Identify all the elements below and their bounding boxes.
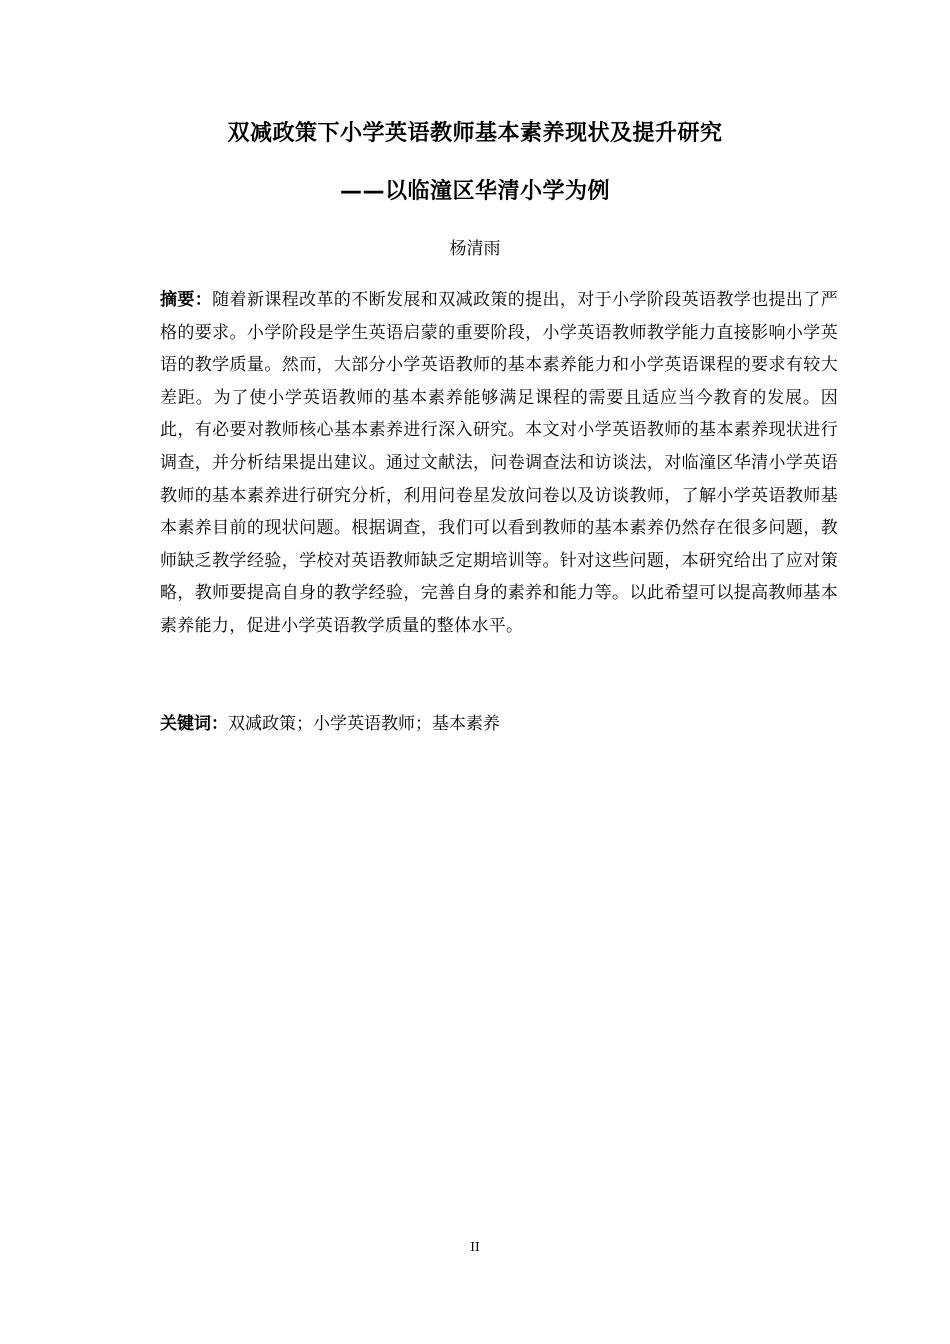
paper-subtitle: ——以临潼区华清小学为例: [339, 179, 610, 204]
abstract-paragraph: [160, 284, 838, 643]
author-name: 杨清雨: [449, 239, 501, 259]
keywords-label: 关键词：: [160, 714, 228, 734]
keywords-line: [160, 708, 838, 740]
paper-title: 双减政策下小学英语教师基本素养现状及提升研究: [227, 121, 723, 146]
keywords-text: 双减政策；小学英语教师；基本素养: [228, 714, 500, 734]
abstract-text: 随着新课程改革的不断发展和双减政策的提出，对于小学阶段英语教学也提出了严格的要求。小学阶段是学生英语启蒙的重要阶段，小学英语教师教学能力直接影响小学英语的教学质量。然而，大部分小学英语教师的基本素养能力和小学英语课程的要求有较大差距。为了使小学英语教师的基本素养能够满足课程的需要且适应当今教育的发展。因此，有必要对教师核心基本素养进行深入研究。本文对小学英语教师的基本素养现状进行调查，并分析结果提出建议。通过文献法，问卷调查法和访谈法，对临潼区华清小学英语教师的基本素养进行研究分析，利用问卷星发放问卷以及访谈教师，了解小学英语教师基本素养目前的现状问题。根据调查，我们可以看到教师的基本素养仍然存在很多问题，教师缺乏教学经验，学校对英语教师缺乏定期培训等。针对这些问题，本研究给出了应对策略，教师要提高自身的教学经验，完善自身的素养和能力等。以此希望可以提高教师基本素养能力，促进小学英语教学质量的整体水平。: [160, 290, 838, 636]
page-number: II: [470, 1240, 480, 1254]
abstract-label: 摘要：: [160, 290, 213, 310]
